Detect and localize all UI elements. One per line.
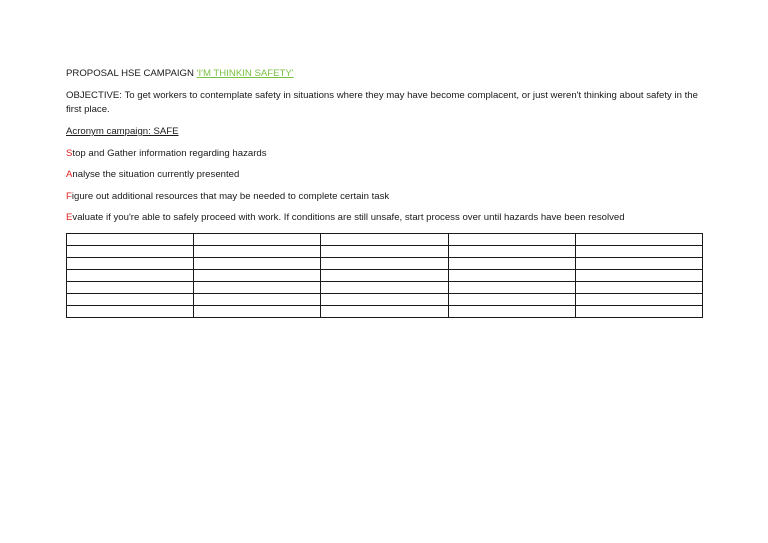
table-cell (194, 294, 321, 306)
table-cell (67, 234, 194, 246)
table-cell (321, 294, 448, 306)
acronym-item-e (66, 211, 625, 224)
table-cell (67, 294, 194, 306)
table-cell (321, 234, 448, 246)
acronym-letter: S (66, 148, 73, 159)
table-cell (575, 294, 702, 306)
table-cell (67, 282, 194, 294)
table-cell (575, 258, 702, 270)
table-row (67, 282, 703, 294)
table-cell (194, 258, 321, 270)
acronym-item-a (66, 168, 239, 181)
campaign-name: 'I'M THINKIN SAFETY' (196, 68, 294, 79)
empty-table (66, 233, 703, 318)
acronym-letter: F (66, 191, 72, 202)
table-cell (448, 306, 575, 318)
table-row (67, 306, 703, 318)
table-row (67, 234, 703, 246)
table-cell (194, 282, 321, 294)
table-row (67, 246, 703, 258)
acronym-text: igure out additional resources that may be needed to complete certain task (71, 191, 390, 202)
table-cell (321, 270, 448, 282)
table-cell (194, 246, 321, 258)
table-cell (194, 270, 321, 282)
objective-paragraph: OBJECTIVE: To get workers to contemplate safety in situations where they may have become complacent, or just weren't thinking about safety in the first place. (66, 90, 698, 115)
table-cell (321, 246, 448, 258)
table-row (67, 258, 703, 270)
table-cell (448, 282, 575, 294)
table-cell (321, 258, 448, 270)
table-cell (67, 258, 194, 270)
table-cell (67, 306, 194, 318)
table-cell (448, 234, 575, 246)
table-cell (321, 306, 448, 318)
table-cell (575, 282, 702, 294)
acronym-item-f (66, 190, 389, 203)
table-cell (321, 282, 448, 294)
table-cell (67, 270, 194, 282)
acronym-heading: Acronym campaign: SAFE (66, 126, 179, 137)
table-cell (575, 270, 702, 282)
acronym-text: top and Gather information regarding hazards (72, 148, 267, 159)
table-row (67, 294, 703, 306)
table-cell (194, 306, 321, 318)
table-cell (194, 234, 321, 246)
acronym-letter: E (66, 212, 73, 223)
acronym-item-s (66, 147, 267, 160)
table-cell (448, 270, 575, 282)
table-cell (575, 234, 702, 246)
table-cell (575, 306, 702, 318)
table-cell (448, 246, 575, 258)
acronym-text: nalyse the situation currently presented (72, 169, 240, 180)
acronym-text: valuate if you're able to safely proceed with work. If conditions are still unsafe, start process over until hazards have been resolved (72, 212, 625, 223)
table-cell (448, 294, 575, 306)
table-cell (448, 258, 575, 270)
table-cell (575, 246, 702, 258)
table-row (67, 270, 703, 282)
table-cell (67, 246, 194, 258)
document-title (66, 67, 294, 80)
acronym-letter: A (66, 169, 73, 180)
title-prefix: PROPOSAL HSE CAMPAIGN (66, 68, 197, 79)
